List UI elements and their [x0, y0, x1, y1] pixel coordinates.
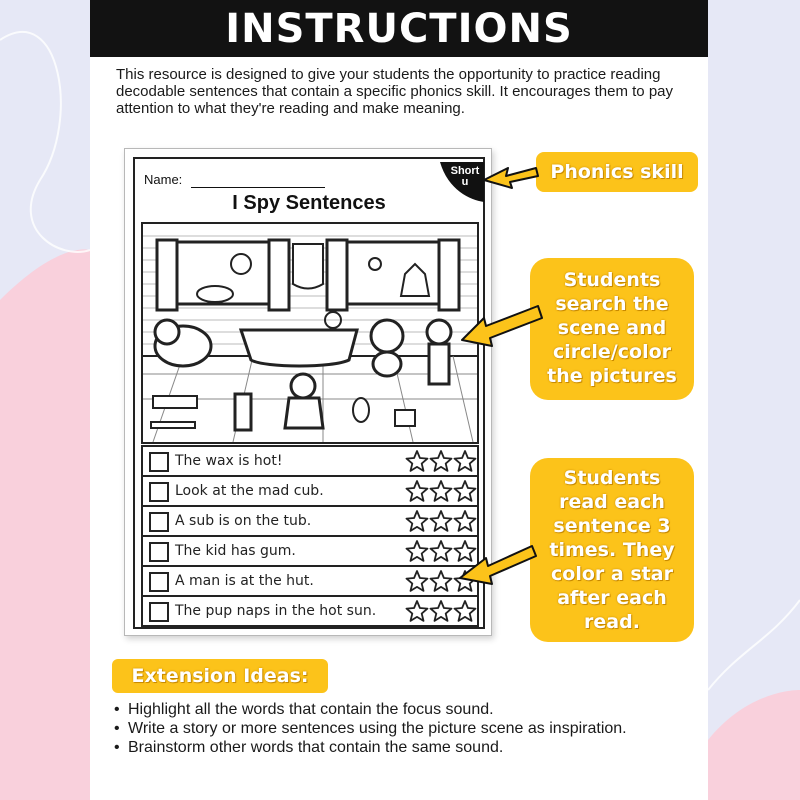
- worksheet-frame: [133, 157, 485, 629]
- star-icon: [407, 571, 428, 591]
- star-rating: [405, 540, 477, 562]
- callout-line: Students: [563, 269, 661, 291]
- sentence-text: A man is at the hut.: [175, 573, 314, 589]
- sentence-checkbox: [149, 572, 169, 592]
- bullet-icon: •: [114, 701, 120, 718]
- star-icon: [431, 481, 452, 501]
- sentence-text: Look at the mad cub.: [175, 483, 324, 499]
- i-spy-scene: [141, 222, 479, 444]
- star-icon: [431, 451, 452, 471]
- callout-line: search the: [555, 293, 669, 315]
- star-icon: [455, 571, 476, 591]
- sentence-checkbox: [149, 482, 169, 502]
- star-rating: [405, 510, 477, 532]
- name-line: [191, 187, 325, 188]
- sentence-text: The pup naps in the hot sun.: [175, 603, 377, 619]
- callout-line: Students: [563, 467, 661, 489]
- sentence-row: [143, 537, 477, 567]
- sentence-checkbox: [149, 452, 169, 472]
- star-icon: [455, 511, 476, 531]
- callout-line: scene and: [557, 317, 667, 339]
- star-rating: [405, 450, 477, 472]
- star-icon: [455, 451, 476, 471]
- extension-item-text: Write a story or more sentences using the picture scene as inspiration.: [128, 720, 627, 737]
- star-icon: [431, 571, 452, 591]
- star-rating: [405, 600, 477, 622]
- extension-item-text: Highlight all the words that contain the focus sound.: [128, 701, 494, 718]
- sentence-checkbox: [149, 602, 169, 622]
- star-icon: [455, 601, 476, 621]
- sentence-row: [143, 477, 477, 507]
- bullet-icon: •: [114, 739, 120, 756]
- callout-line: times. They: [549, 539, 675, 561]
- extension-item-text: Brainstorm other words that contain the same sound.: [128, 739, 504, 756]
- callout-line: the pictures: [547, 365, 677, 387]
- name-label: Name:: [144, 172, 183, 187]
- callout-read-sentences: [530, 458, 694, 642]
- sentence-text: A sub is on the tub.: [175, 513, 312, 529]
- callout-search-scene: [530, 258, 694, 400]
- extension-ideas-title: Extension Ideas:: [112, 659, 328, 693]
- page-title: INSTRUCTIONS: [90, 0, 708, 57]
- badge-line-2: u: [461, 176, 469, 188]
- intro-paragraph: This resource is designed to give your students the opportunity to practice reading decodable sentences that contain a specific phonics skill. It encourages them to pay attention to what they're reading and make meaning.: [116, 66, 673, 117]
- star-icon: [407, 511, 428, 531]
- star-icon: [407, 541, 428, 561]
- extension-item: [114, 738, 654, 757]
- extension-item: [114, 719, 654, 738]
- star-icon: [407, 451, 428, 471]
- star-icon: [407, 601, 428, 621]
- callout-line: circle/color: [553, 341, 671, 363]
- extension-item: [114, 700, 654, 719]
- extension-ideas-list: [114, 700, 654, 757]
- callout-line: color a star: [551, 563, 673, 585]
- star-icon: [431, 601, 452, 621]
- worksheet-preview: [124, 148, 492, 636]
- star-rating: [405, 480, 477, 502]
- sentence-checkbox: [149, 542, 169, 562]
- callout-line: sentence 3: [553, 515, 671, 537]
- badge-line-1: Short: [450, 165, 480, 177]
- sentence-row: [143, 567, 477, 597]
- sentence-list: [141, 445, 479, 627]
- star-rating: [405, 570, 477, 592]
- star-icon: [455, 541, 476, 561]
- star-icon: [431, 511, 452, 531]
- star-icon: [455, 481, 476, 501]
- callout-line: read each: [559, 491, 665, 513]
- sentence-checkbox: [149, 512, 169, 532]
- bullet-icon: •: [114, 720, 120, 737]
- callout-phonics-skill: Phonics skill: [536, 152, 698, 192]
- sentence-text: The wax is hot!: [175, 453, 283, 469]
- star-icon: [407, 481, 428, 501]
- sentence-row: [143, 597, 477, 625]
- callout-line: read.: [584, 611, 640, 633]
- callout-line: after each: [557, 587, 667, 609]
- star-icon: [431, 541, 452, 561]
- sentence-row: [143, 447, 477, 477]
- phonics-badge: [447, 166, 483, 188]
- instruction-page: [90, 0, 708, 800]
- worksheet-title: I Spy Sentences: [232, 192, 386, 214]
- sentence-text: The kid has gum.: [175, 543, 296, 559]
- sentence-row: [143, 507, 477, 537]
- scene-illustration: [143, 224, 477, 442]
